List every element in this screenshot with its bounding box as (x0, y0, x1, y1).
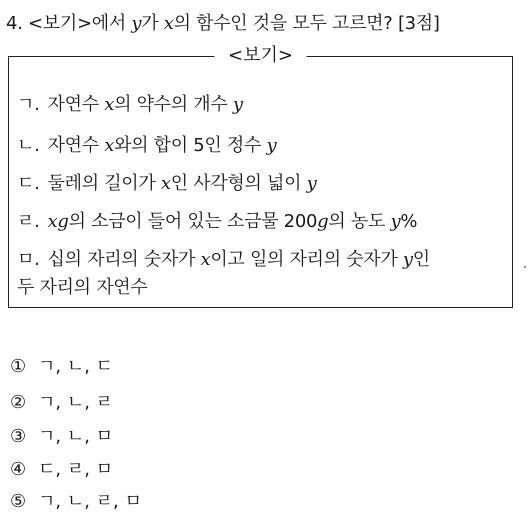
choice-3[interactable] (10, 425, 113, 449)
statement-5-line-2 (17, 276, 147, 300)
statement-3 (17, 172, 317, 196)
choice-text: ㄱ, ㄴ, ㅁ (38, 426, 114, 447)
statement-4 (17, 210, 417, 234)
choice-text: ㄱ, ㄴ, ㄹ (38, 392, 114, 413)
question-text-1: <보기>에서 (28, 13, 126, 34)
choice-number: ④ (10, 459, 27, 480)
var-y: y (131, 13, 142, 34)
statement-var: x (104, 94, 115, 115)
choice-number: ① (10, 356, 27, 377)
statement-text: % (400, 211, 418, 232)
question-number: 4. (6, 13, 23, 34)
statement-var: y (402, 249, 413, 270)
statement-text: 두 자리의 자연수 (17, 277, 148, 298)
statement-text: 인 (412, 249, 430, 270)
statement-var: x (200, 249, 211, 270)
statement-5 (17, 248, 430, 272)
statement-text: 자연수 (47, 94, 99, 115)
question-stem (6, 12, 526, 36)
question-text-3: 의 함수인 것을 모두 고르면? (173, 13, 393, 34)
choice-1[interactable] (10, 355, 113, 379)
statement-marker: ㄴ. (17, 135, 40, 156)
statement-marker: ㄷ. (17, 173, 40, 194)
statement-var: y (390, 211, 401, 232)
statement-var: y (266, 135, 277, 156)
question-points: [3점] (397, 13, 440, 34)
scan-dot (524, 266, 526, 268)
var-x: x (163, 13, 174, 34)
statement-marker: ㄹ. (17, 211, 40, 232)
statement-var: y (232, 94, 243, 115)
choice-text: ㄱ, ㄴ, ㄷ (38, 356, 114, 377)
statement-text: 의 소금이 들어 있는 소금물 200 (68, 211, 318, 232)
statement-var: x (104, 135, 115, 156)
statement-text: 자연수 (47, 135, 99, 156)
statement-2 (17, 134, 276, 158)
choice-number: ② (10, 392, 27, 413)
choice-2[interactable] (10, 391, 113, 415)
statement-marker: ㅁ. (17, 249, 40, 270)
statement-text: 와의 합이 5인 정수 (114, 135, 262, 156)
statement-1 (17, 93, 243, 117)
statement-text: 십의 자리의 숫자가 (47, 249, 196, 270)
statement-text: 의 약수의 개수 (114, 94, 228, 115)
statement-text: 이고 일의 자리의 숫자가 (210, 249, 398, 270)
choice-number: ③ (10, 426, 27, 447)
choice-4[interactable] (10, 458, 113, 482)
choice-5[interactable] (10, 490, 142, 514)
choice-number: ⑤ (10, 491, 27, 512)
statement-text: 의 농도 (328, 211, 386, 232)
question-text-2: 가 (141, 13, 159, 34)
example-box (8, 45, 513, 308)
statement-var: xg (47, 211, 69, 232)
statement-var: g (317, 211, 329, 232)
statement-text: 인 사각형의 넓이 (170, 173, 302, 194)
statement-var: x (160, 173, 171, 194)
statement-text: 둘레의 길이가 (47, 173, 156, 194)
example-box-title: <보기> (214, 43, 307, 69)
statement-var: y (306, 173, 317, 194)
choice-text: ㄷ, ㄹ, ㅁ (38, 459, 114, 480)
choice-text: ㄱ, ㄴ, ㄹ, ㅁ (38, 491, 142, 512)
statement-marker: ㄱ. (17, 94, 40, 115)
